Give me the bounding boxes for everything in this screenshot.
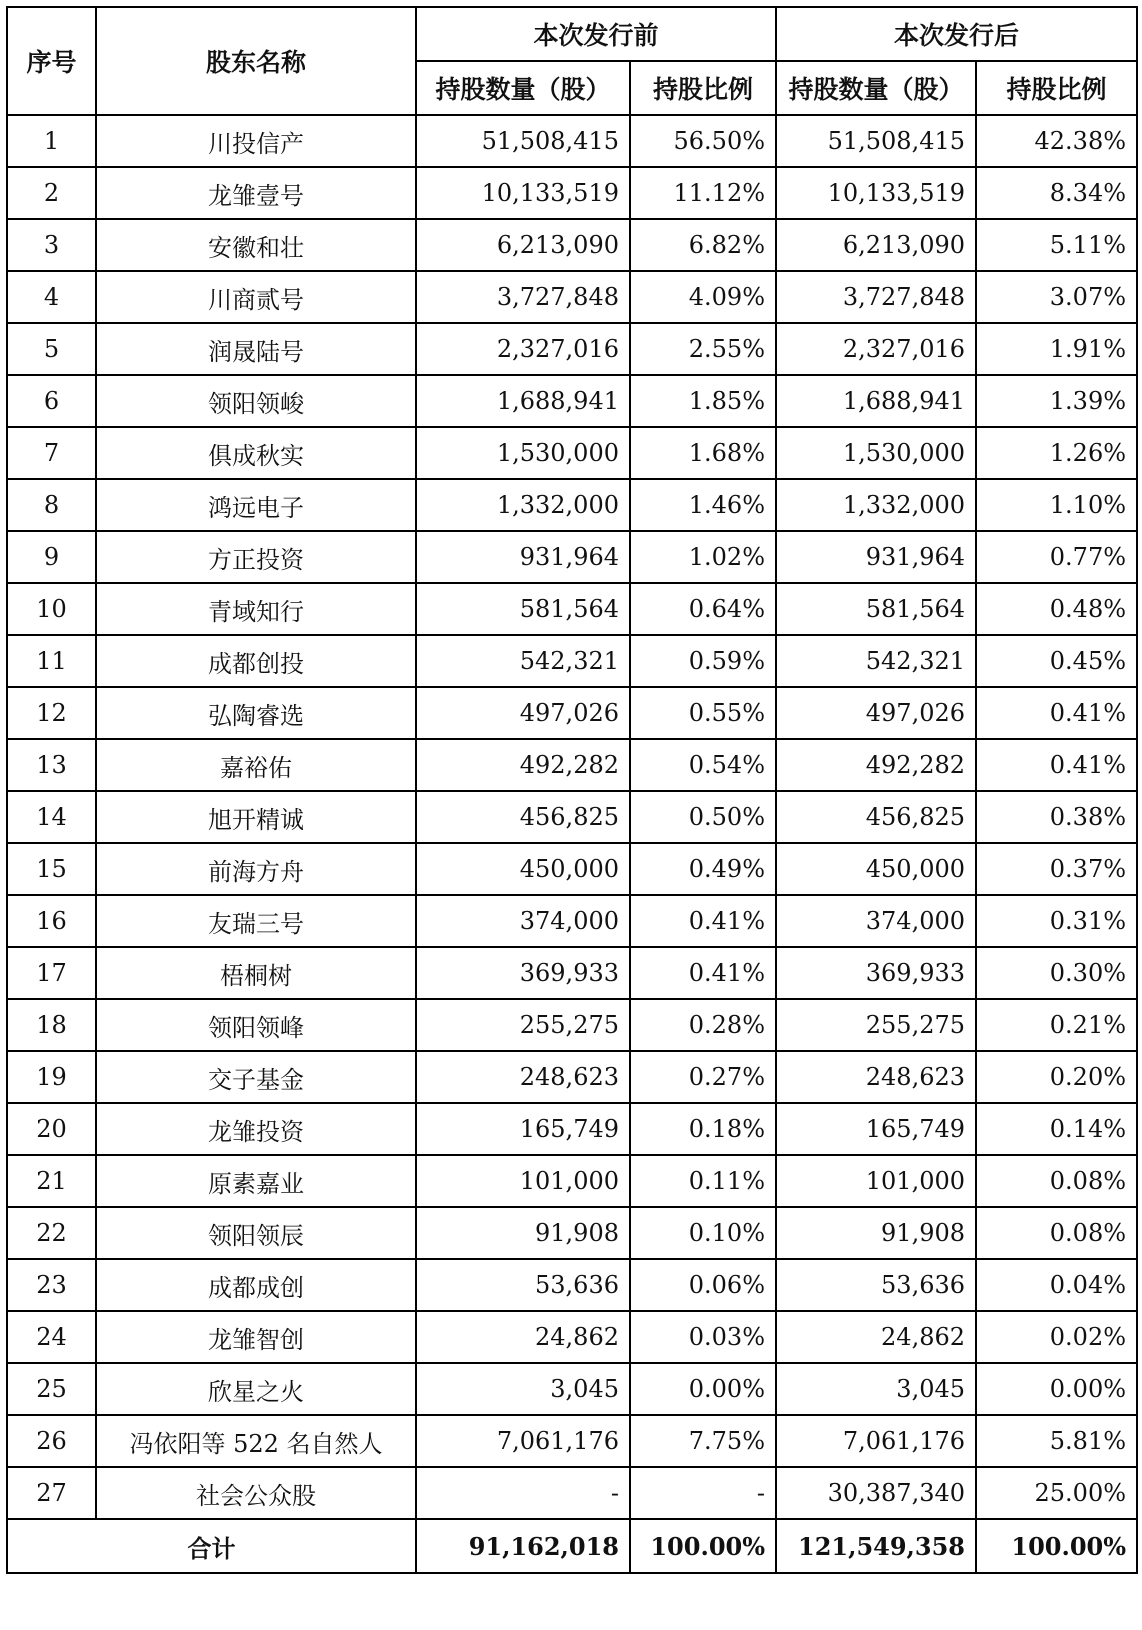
header-row-1: [7, 7, 1137, 61]
table-row: [7, 947, 1137, 999]
cell-after-ratio: 5.81%: [976, 1415, 1137, 1467]
cell-before-qty: 255,275: [416, 999, 630, 1051]
cell-shareholder-name: 领阳领峻: [96, 375, 416, 427]
table-row: [7, 635, 1137, 687]
table-row: [7, 1259, 1137, 1311]
cell-after-qty: 931,964: [776, 531, 976, 583]
cell-index: 22: [7, 1207, 96, 1259]
cell-after-ratio: 42.38%: [976, 115, 1137, 167]
header-after-ratio: 持股比例: [976, 61, 1137, 115]
cell-after-ratio: 0.21%: [976, 999, 1137, 1051]
cell-after-ratio: 0.38%: [976, 791, 1137, 843]
table-row: [7, 219, 1137, 271]
cell-shareholder-name: 弘陶睿选: [96, 687, 416, 739]
cell-after-ratio: 5.11%: [976, 219, 1137, 271]
cell-shareholder-name: 龙雏壹号: [96, 167, 416, 219]
table-row: [7, 271, 1137, 323]
cell-index: 12: [7, 687, 96, 739]
cell-index: 27: [7, 1467, 96, 1519]
cell-before-ratio: 0.59%: [630, 635, 776, 687]
cell-shareholder-name: 欣星之火: [96, 1363, 416, 1415]
cell-shareholder-name: 友瑞三号: [96, 895, 416, 947]
cell-before-qty: 10,133,519: [416, 167, 630, 219]
header-after: 本次发行后: [776, 7, 1137, 61]
cell-before-qty: 101,000: [416, 1155, 630, 1207]
table-row: [7, 791, 1137, 843]
cell-shareholder-name: 青域知行: [96, 583, 416, 635]
cell-before-ratio: 0.54%: [630, 739, 776, 791]
cell-shareholder-name: 龙雏投资: [96, 1103, 416, 1155]
header-before: 本次发行前: [416, 7, 776, 61]
cell-after-ratio: 0.30%: [976, 947, 1137, 999]
cell-before-qty: 7,061,176: [416, 1415, 630, 1467]
shareholding-table: [6, 6, 1138, 1574]
cell-shareholder-name: 嘉裕佑: [96, 739, 416, 791]
table-row: [7, 1363, 1137, 1415]
cell-after-qty: 1,530,000: [776, 427, 976, 479]
cell-index: 4: [7, 271, 96, 323]
cell-shareholder-name: 交子基金: [96, 1051, 416, 1103]
cell-after-qty: 6,213,090: [776, 219, 976, 271]
cell-before-ratio: 0.41%: [630, 947, 776, 999]
cell-after-qty: 1,332,000: [776, 479, 976, 531]
cell-after-ratio: 0.48%: [976, 583, 1137, 635]
cell-after-qty: 497,026: [776, 687, 976, 739]
cell-index: 15: [7, 843, 96, 895]
cell-index: 8: [7, 479, 96, 531]
cell-before-ratio: 1.02%: [630, 531, 776, 583]
cell-before-qty: 2,327,016: [416, 323, 630, 375]
cell-before-ratio: 0.50%: [630, 791, 776, 843]
table-row: [7, 479, 1137, 531]
cell-after-qty: 255,275: [776, 999, 976, 1051]
cell-before-qty: 248,623: [416, 1051, 630, 1103]
cell-after-qty: 7,061,176: [776, 1415, 976, 1467]
cell-after-ratio: 0.04%: [976, 1259, 1137, 1311]
cell-before-ratio: 0.06%: [630, 1259, 776, 1311]
cell-before-ratio: 0.10%: [630, 1207, 776, 1259]
cell-after-qty: 10,133,519: [776, 167, 976, 219]
header-name: 股东名称: [96, 7, 416, 115]
total-row: [7, 1519, 1137, 1573]
cell-before-qty: -: [416, 1467, 630, 1519]
cell-index: 1: [7, 115, 96, 167]
table-row: [7, 375, 1137, 427]
cell-shareholder-name: 成都成创: [96, 1259, 416, 1311]
cell-shareholder-name: 社会公众股: [96, 1467, 416, 1519]
cell-before-qty: 51,508,415: [416, 115, 630, 167]
cell-index: 5: [7, 323, 96, 375]
cell-after-qty: 30,387,340: [776, 1467, 976, 1519]
cell-after-ratio: 1.26%: [976, 427, 1137, 479]
cell-before-qty: 165,749: [416, 1103, 630, 1155]
cell-before-ratio: 6.82%: [630, 219, 776, 271]
cell-index: 9: [7, 531, 96, 583]
table-row: [7, 1467, 1137, 1519]
cell-after-qty: 2,327,016: [776, 323, 976, 375]
cell-shareholder-name: 俱成秋实: [96, 427, 416, 479]
shareholding-table-container: [6, 6, 1138, 1574]
cell-index: 18: [7, 999, 96, 1051]
cell-after-ratio: 0.20%: [976, 1051, 1137, 1103]
cell-index: 25: [7, 1363, 96, 1415]
cell-after-qty: 542,321: [776, 635, 976, 687]
cell-after-ratio: 0.08%: [976, 1207, 1137, 1259]
cell-before-qty: 497,026: [416, 687, 630, 739]
table-row: [7, 739, 1137, 791]
cell-index: 19: [7, 1051, 96, 1103]
cell-before-ratio: 1.46%: [630, 479, 776, 531]
table-row: [7, 1155, 1137, 1207]
cell-before-ratio: 1.68%: [630, 427, 776, 479]
table-row: [7, 1207, 1137, 1259]
table-row: [7, 531, 1137, 583]
cell-after-qty: 91,908: [776, 1207, 976, 1259]
cell-before-qty: 1,688,941: [416, 375, 630, 427]
cell-shareholder-name: 原素嘉业: [96, 1155, 416, 1207]
cell-shareholder-name: 梧桐树: [96, 947, 416, 999]
cell-before-qty: 53,636: [416, 1259, 630, 1311]
cell-before-qty: 1,332,000: [416, 479, 630, 531]
total-after-qty: 121,549,358: [776, 1519, 976, 1573]
cell-before-ratio: 0.18%: [630, 1103, 776, 1155]
total-after-ratio: 100.00%: [976, 1519, 1137, 1573]
table-row: [7, 115, 1137, 167]
cell-after-qty: 369,933: [776, 947, 976, 999]
cell-shareholder-name: 冯依阳等 522 名自然人: [96, 1415, 416, 1467]
cell-after-ratio: 0.00%: [976, 1363, 1137, 1415]
cell-after-ratio: 0.31%: [976, 895, 1137, 947]
header-before-ratio: 持股比例: [630, 61, 776, 115]
cell-before-ratio: 0.00%: [630, 1363, 776, 1415]
cell-before-qty: 581,564: [416, 583, 630, 635]
cell-before-ratio: 0.55%: [630, 687, 776, 739]
cell-shareholder-name: 成都创投: [96, 635, 416, 687]
cell-index: 26: [7, 1415, 96, 1467]
cell-after-ratio: 1.91%: [976, 323, 1137, 375]
cell-before-qty: 3,045: [416, 1363, 630, 1415]
cell-index: 3: [7, 219, 96, 271]
table-row: [7, 1103, 1137, 1155]
cell-before-ratio: 4.09%: [630, 271, 776, 323]
cell-after-qty: 3,727,848: [776, 271, 976, 323]
cell-index: 24: [7, 1311, 96, 1363]
cell-after-qty: 3,045: [776, 1363, 976, 1415]
cell-before-ratio: 1.85%: [630, 375, 776, 427]
cell-index: 14: [7, 791, 96, 843]
cell-after-ratio: 25.00%: [976, 1467, 1137, 1519]
cell-after-ratio: 1.39%: [976, 375, 1137, 427]
table-row: [7, 167, 1137, 219]
cell-after-ratio: 0.14%: [976, 1103, 1137, 1155]
cell-index: 21: [7, 1155, 96, 1207]
cell-index: 10: [7, 583, 96, 635]
cell-index: 16: [7, 895, 96, 947]
cell-shareholder-name: 润晟陆号: [96, 323, 416, 375]
cell-after-qty: 24,862: [776, 1311, 976, 1363]
table-body: [7, 115, 1137, 1519]
cell-shareholder-name: 川商贰号: [96, 271, 416, 323]
cell-after-qty: 581,564: [776, 583, 976, 635]
table-row: [7, 583, 1137, 635]
cell-before-ratio: -: [630, 1467, 776, 1519]
cell-after-ratio: 3.07%: [976, 271, 1137, 323]
header-after-qty: 持股数量（股）: [776, 61, 976, 115]
cell-after-ratio: 0.77%: [976, 531, 1137, 583]
table-row: [7, 687, 1137, 739]
cell-after-qty: 450,000: [776, 843, 976, 895]
cell-after-ratio: 0.08%: [976, 1155, 1137, 1207]
cell-before-ratio: 2.55%: [630, 323, 776, 375]
cell-after-ratio: 0.41%: [976, 739, 1137, 791]
cell-index: 2: [7, 167, 96, 219]
cell-index: 11: [7, 635, 96, 687]
cell-index: 23: [7, 1259, 96, 1311]
table-row: [7, 1415, 1137, 1467]
cell-before-qty: 450,000: [416, 843, 630, 895]
table-row: [7, 1051, 1137, 1103]
cell-before-ratio: 0.64%: [630, 583, 776, 635]
cell-index: 6: [7, 375, 96, 427]
cell-after-ratio: 0.45%: [976, 635, 1137, 687]
cell-before-qty: 369,933: [416, 947, 630, 999]
cell-before-ratio: 0.11%: [630, 1155, 776, 1207]
cell-after-ratio: 1.10%: [976, 479, 1137, 531]
total-before-qty: 91,162,018: [416, 1519, 630, 1573]
header-index: 序号: [7, 7, 96, 115]
total-before-ratio: 100.00%: [630, 1519, 776, 1573]
cell-shareholder-name: 川投信产: [96, 115, 416, 167]
cell-before-qty: 3,727,848: [416, 271, 630, 323]
cell-index: 17: [7, 947, 96, 999]
cell-before-qty: 1,530,000: [416, 427, 630, 479]
table-row: [7, 323, 1137, 375]
cell-before-qty: 931,964: [416, 531, 630, 583]
cell-before-qty: 374,000: [416, 895, 630, 947]
cell-after-qty: 101,000: [776, 1155, 976, 1207]
cell-before-qty: 24,862: [416, 1311, 630, 1363]
cell-shareholder-name: 龙雏智创: [96, 1311, 416, 1363]
cell-index: 13: [7, 739, 96, 791]
cell-before-ratio: 56.50%: [630, 115, 776, 167]
cell-after-ratio: 0.37%: [976, 843, 1137, 895]
cell-after-qty: 1,688,941: [776, 375, 976, 427]
header-before-qty: 持股数量（股）: [416, 61, 630, 115]
table-row: [7, 427, 1137, 479]
cell-before-ratio: 0.28%: [630, 999, 776, 1051]
cell-before-qty: 542,321: [416, 635, 630, 687]
cell-shareholder-name: 前海方舟: [96, 843, 416, 895]
cell-before-qty: 492,282: [416, 739, 630, 791]
cell-shareholder-name: 方正投资: [96, 531, 416, 583]
cell-before-ratio: 0.27%: [630, 1051, 776, 1103]
cell-index: 20: [7, 1103, 96, 1155]
cell-before-ratio: 11.12%: [630, 167, 776, 219]
table-row: [7, 1311, 1137, 1363]
cell-shareholder-name: 领阳领峰: [96, 999, 416, 1051]
cell-after-qty: 51,508,415: [776, 115, 976, 167]
cell-before-ratio: 0.03%: [630, 1311, 776, 1363]
cell-after-ratio: 0.41%: [976, 687, 1137, 739]
total-label: 合计: [7, 1519, 416, 1573]
cell-shareholder-name: 鸿远电子: [96, 479, 416, 531]
table-row: [7, 999, 1137, 1051]
cell-before-qty: 6,213,090: [416, 219, 630, 271]
cell-before-ratio: 0.49%: [630, 843, 776, 895]
table-row: [7, 843, 1137, 895]
cell-before-qty: 456,825: [416, 791, 630, 843]
cell-shareholder-name: 领阳领辰: [96, 1207, 416, 1259]
cell-after-qty: 456,825: [776, 791, 976, 843]
cell-after-qty: 165,749: [776, 1103, 976, 1155]
cell-shareholder-name: 旭开精诚: [96, 791, 416, 843]
cell-after-qty: 248,623: [776, 1051, 976, 1103]
cell-after-qty: 492,282: [776, 739, 976, 791]
cell-after-qty: 374,000: [776, 895, 976, 947]
cell-index: 7: [7, 427, 96, 479]
cell-shareholder-name: 安徽和壮: [96, 219, 416, 271]
cell-before-ratio: 7.75%: [630, 1415, 776, 1467]
cell-after-ratio: 8.34%: [976, 167, 1137, 219]
table-row: [7, 895, 1137, 947]
cell-after-ratio: 0.02%: [976, 1311, 1137, 1363]
cell-before-qty: 91,908: [416, 1207, 630, 1259]
cell-before-ratio: 0.41%: [630, 895, 776, 947]
cell-after-qty: 53,636: [776, 1259, 976, 1311]
